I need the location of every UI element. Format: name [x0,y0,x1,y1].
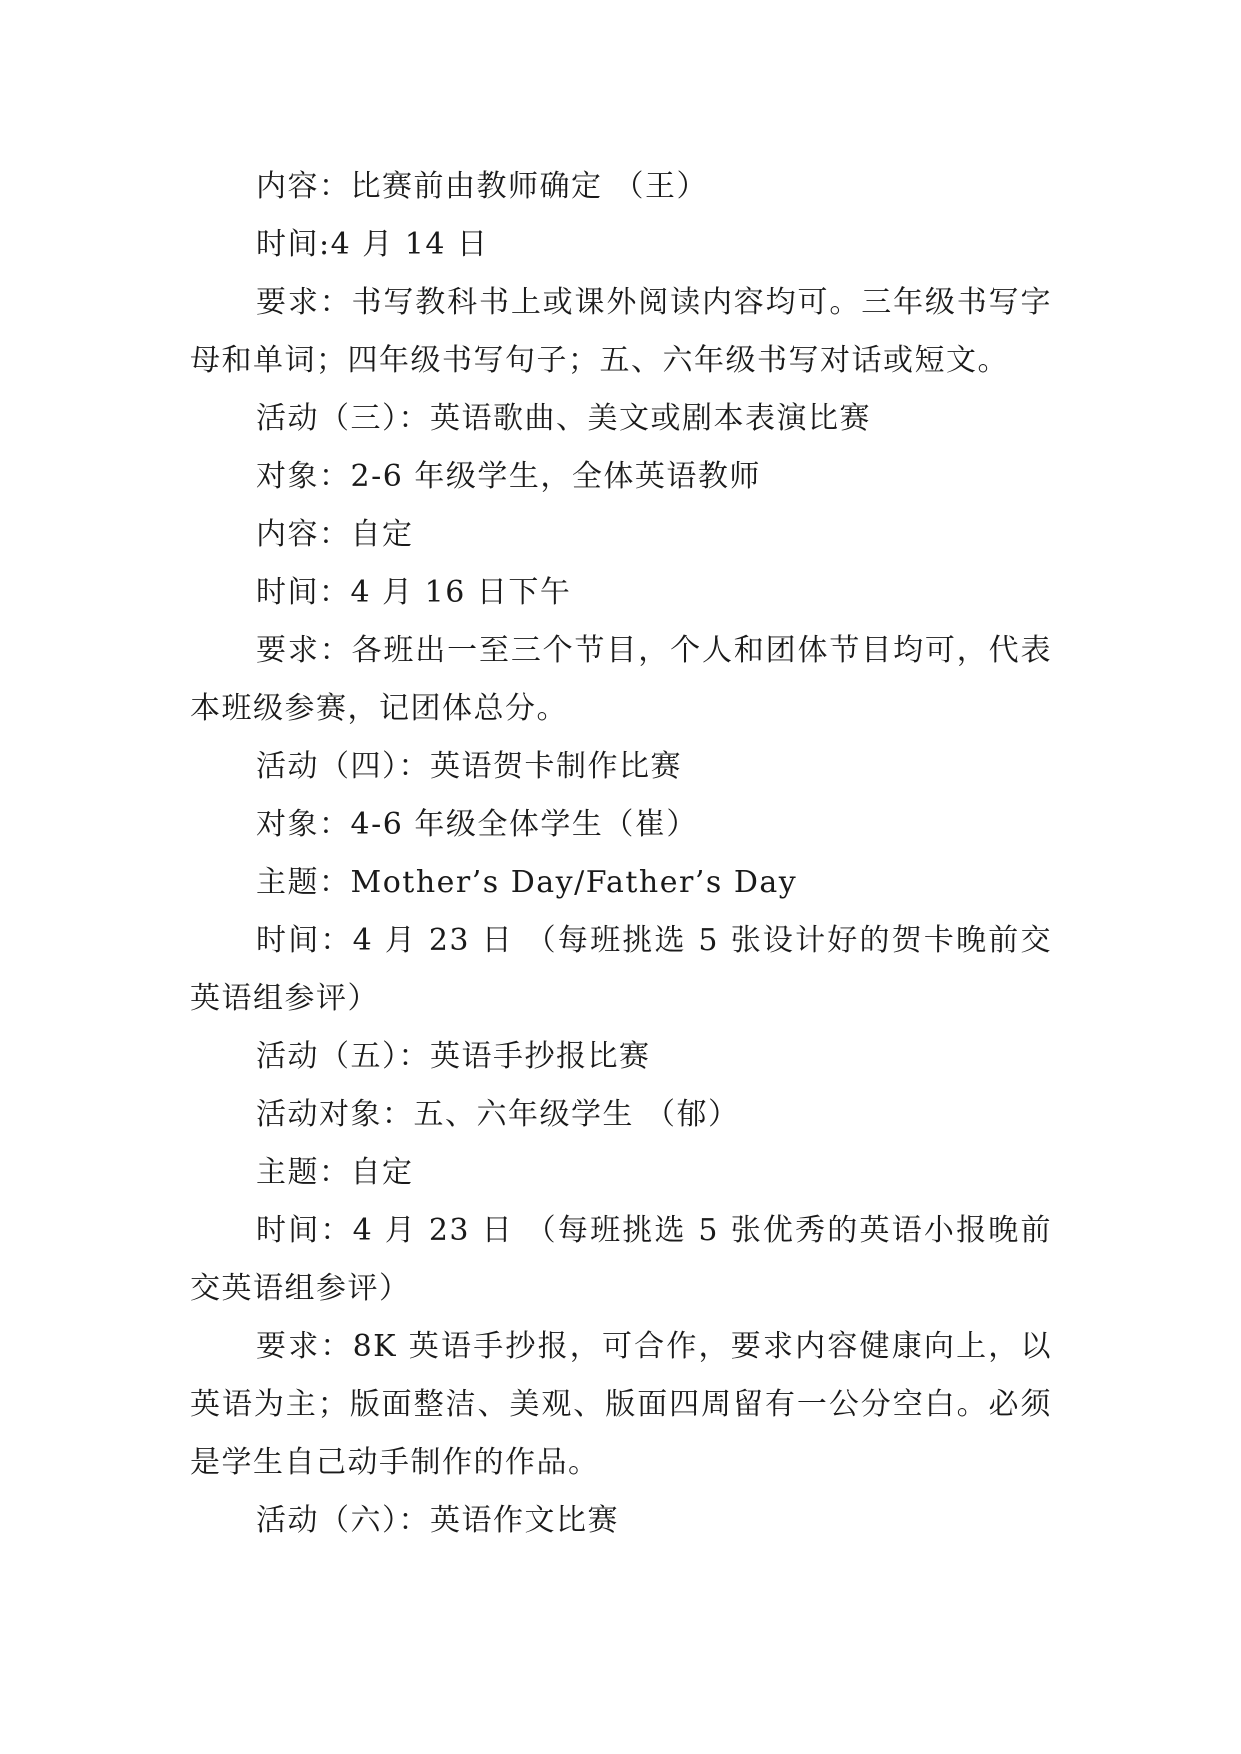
paragraph-requirements-activity-3: 要求：各班出一至三个节目，个人和团体节目均可，代表本班级参赛，记团体总分。 [190,633,1052,726]
paragraph-theme-activity-5: 主题：自定 [256,1155,414,1190]
paragraph-target-activity-3: 对象：2-6 年级学生，全体英语教师 [256,459,761,494]
paragraph-target-activity-4: 对象：4-6 年级全体学生（崔） [256,807,698,842]
heading-activity-3: 活动（三）：英语歌曲、美文或剧本表演比赛 [256,401,871,436]
heading-activity-5: 活动（五）：英语手抄报比赛 [256,1039,651,1074]
paragraph-requirements-activity-5: 要求：8K 英语手抄报，可合作，要求内容健康向上，以英语为主；版面整洁、美观、版面四周留有一公分空白。必须是学生自己动手制作的作品。 [190,1329,1052,1480]
paragraph-content-activity-3: 内容：自定 [256,517,414,552]
paragraph-time-activity-4: 时间：4 月 23 日 （每班挑选 5 张设计好的贺卡晚前交英语组参评） [190,923,1052,1016]
paragraph-content-teacher: 内容：比赛前由教师确定 （王） [256,169,709,204]
heading-activity-6: 活动（六）：英语作文比赛 [256,1503,619,1538]
paragraph-time-activity-5: 时间：4 月 23 日 （每班挑选 5 张优秀的英语小报晚前交英语组参评） [190,1213,1052,1306]
paragraph-theme-activity-4: 主题：Mother’s Day/Father’s Day [256,865,798,900]
document-body [190,158,1052,1550]
paragraph-target-activity-5: 活动对象：五、六年级学生 （郁） [256,1097,740,1132]
paragraph-time-activity-3: 时间：4 月 16 日下午 [256,575,572,610]
paragraph-time-apr14: 时间:4 月 14 日 [256,227,489,262]
paragraph-writing-requirements: 要求：书写教科书上或课外阅读内容均可。三年级书写字母和单词；四年级书写句子；五、六年级书写对话或短文。 [190,285,1052,378]
heading-activity-4: 活动（四）：英语贺卡制作比赛 [256,749,682,784]
